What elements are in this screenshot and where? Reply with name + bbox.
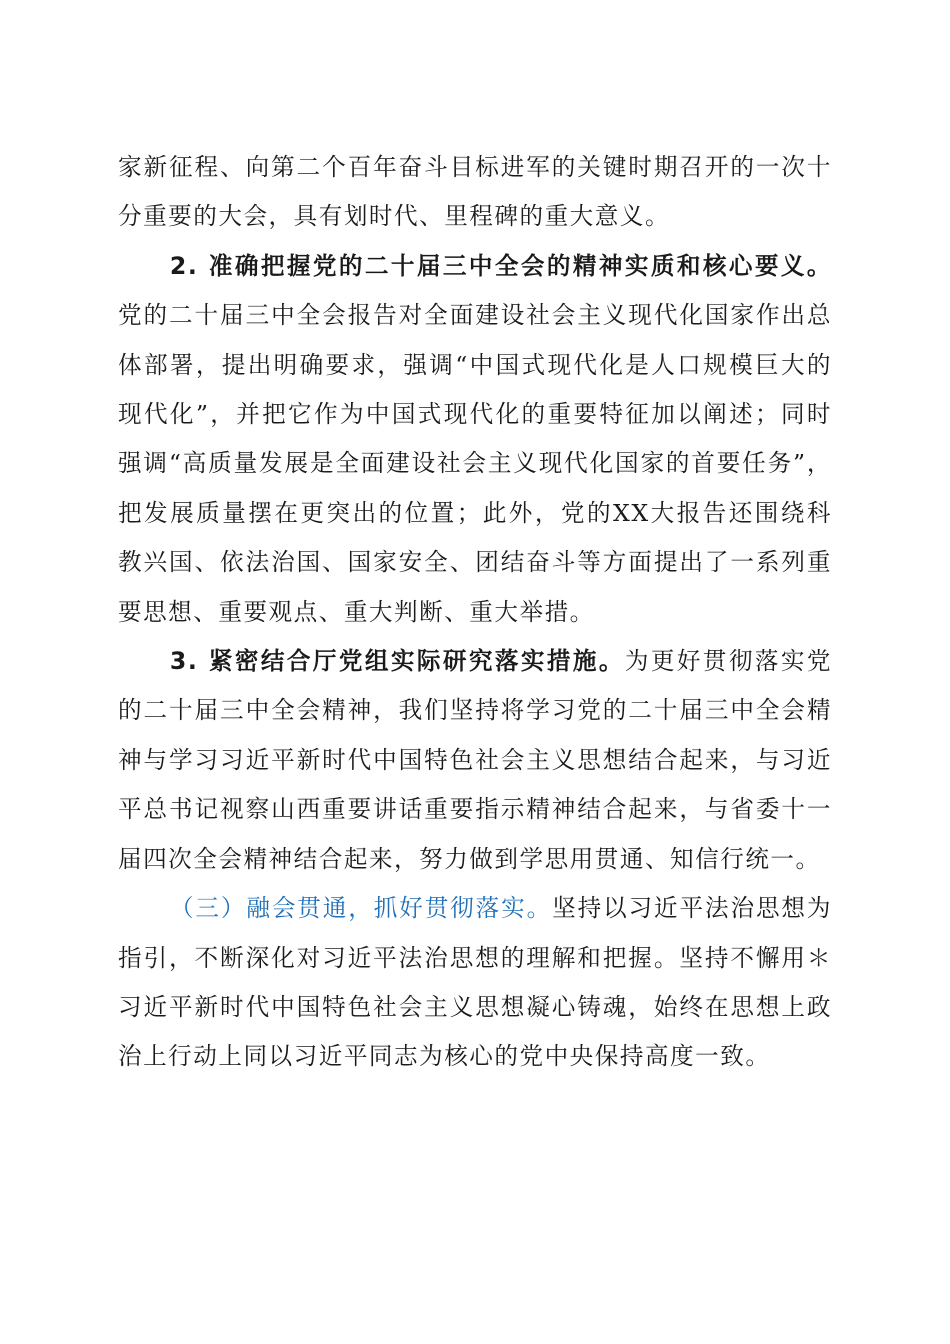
paragraph-section-2: [118, 242, 832, 637]
paragraph-continuation: [118, 143, 832, 242]
paragraph-section-3: [118, 637, 832, 884]
document-body: [118, 143, 832, 1082]
paragraph-text: 党的二十届三中全会报告对全面建设社会主义现代化国家作出总体部署，提出明确要求，强调“中国式现代化是人口规模巨大的现代化”，并把它作为中国式现代化的重要特征加以阐述；同时强调“高质量发展是全面建设社会主义现代化国家的首要任务”，把发展质量摆在更突出的位置；此外，党的XX大报告还围绕科教兴国、依法治国、国家安全、团结奋斗等方面提出了一系列重要思想、重要观点、重大判断、重大举措。: [118, 301, 832, 626]
paragraph-heading: 3. 紧密结合厅党组实际研究落实措施。: [169, 647, 625, 676]
paragraph-text: 为更好贯彻落实党的二十届三中全会精神，我们坚持将学习党的二十届三中全会精神与学习习近平新时代中国特色社会主义思想结合起来，与习近平总书记视察山西重要讲话重要指示精神结合起来，与省委十一届四次全会精神结合起来，努力做到学思用贯通、知信行统一。: [118, 647, 832, 873]
paragraph-text: 家新征程、向第二个百年奋斗目标进军的关键时期召开的一次十分重要的大会，具有划时代、里程碑的重大意义。: [118, 153, 832, 231]
paragraph-subsection-3: [118, 884, 832, 1082]
paragraph-heading: 2. 准确把握党的二十届三中全会的精神实质和核心要义。: [169, 251, 832, 280]
subsection-heading: （三）融会贯通，抓好贯彻落实。: [169, 894, 553, 923]
paragraph-text: 坚持以习近平法治思想为指引，不断深化对习近平法治思想的理解和把握。坚持不懈用＊习近平新时代中国特色社会主义思想凝心铸魂，始终在思想上政治上行动上同以习近平同志为核心的党中央保持高度一致。: [118, 894, 833, 1071]
